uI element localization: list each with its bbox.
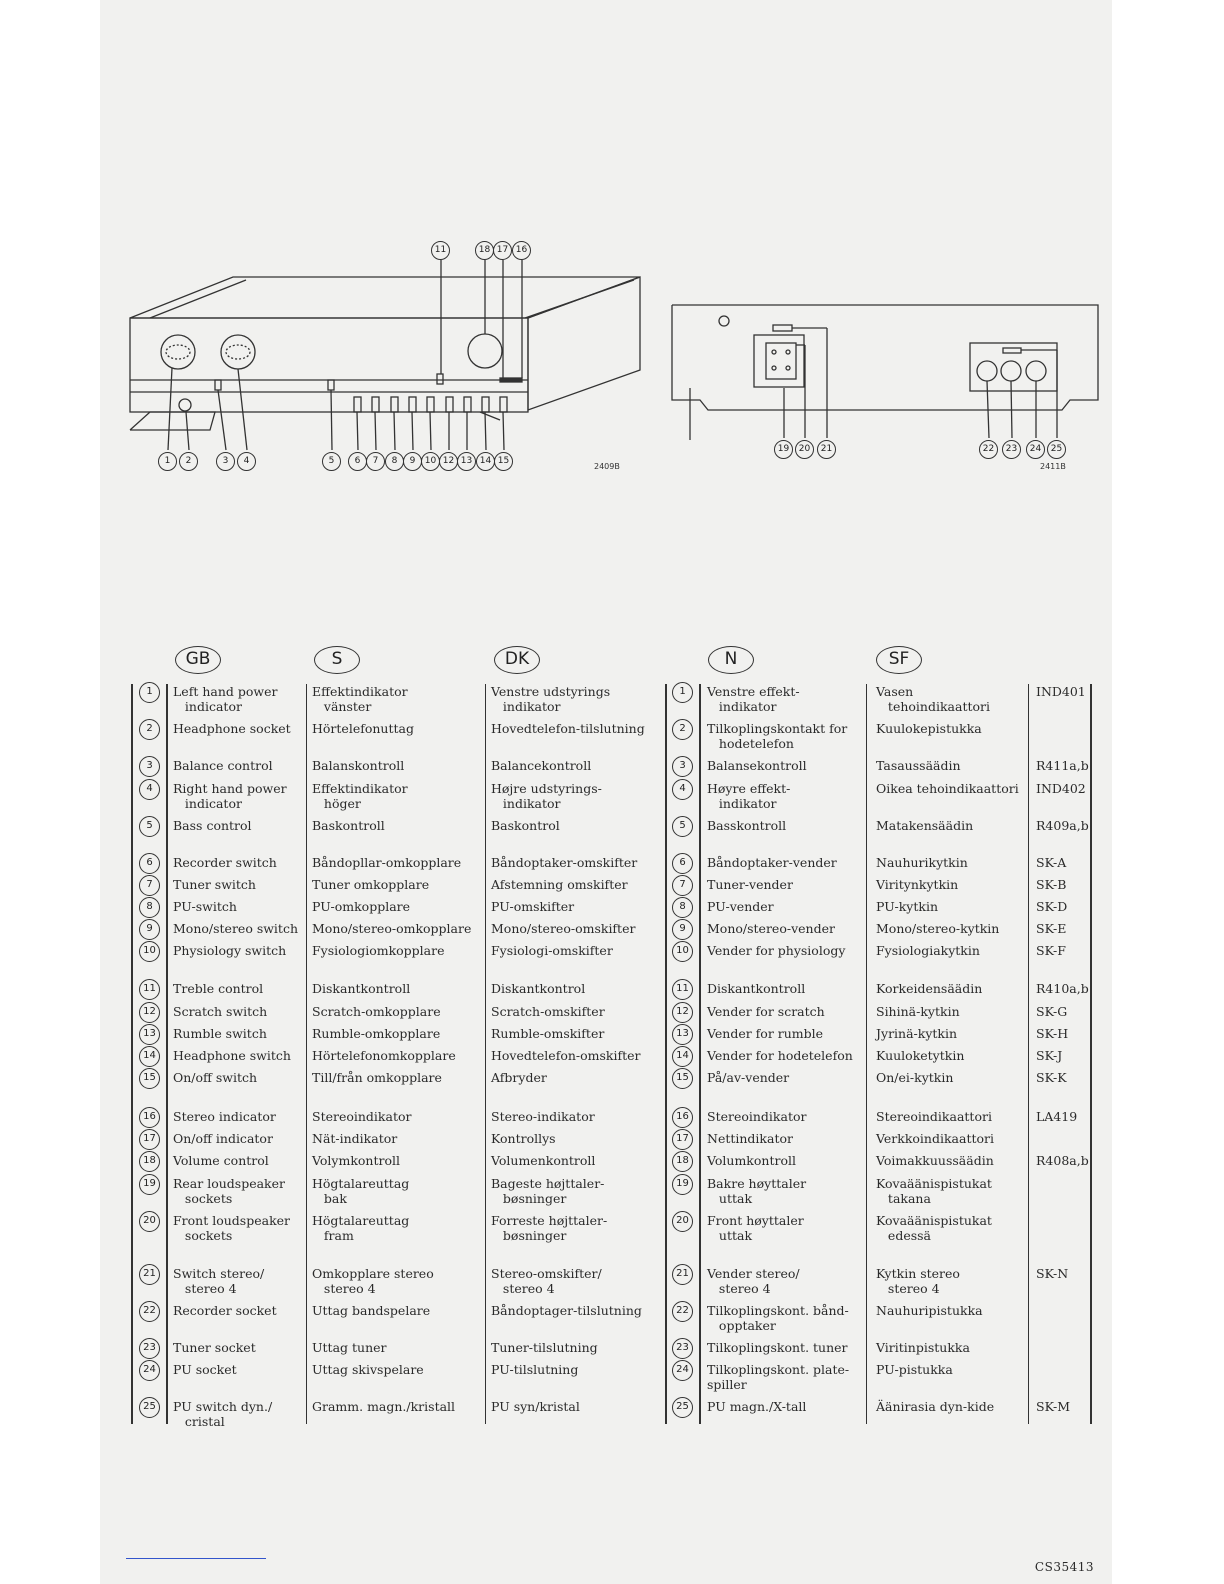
cell-gb: On/off switch [173,1070,258,1085]
callout-14: 14 [476,452,495,471]
cell-s: Mono/stereo-omkopplare [312,921,472,936]
cell-sf: Nauhuripistukka [876,1303,983,1318]
cell-s: Scratch-omkopplare [312,1004,441,1019]
cell-sf: Oikea tehoindikaattori [876,781,1019,796]
cell-gb: Headphone socket [173,721,291,736]
cell-s: Tuner omkopplare [312,877,430,892]
cell-sf: Korkeidensäädin [876,981,983,996]
cell-dk: Hovedtelefon-omskifter [491,1048,641,1063]
cell-dk: Baskontrol [491,818,560,833]
cell-dk: Afstemning omskifter [491,877,628,892]
cell-n: Tilkoplingskont. tuner [707,1340,848,1355]
callout-2: 2 [179,452,198,471]
cell-gb: Scratch switch [173,1004,268,1019]
item-number-left: 24 [139,1360,160,1381]
cell-dk: Stereo-omskifter/ stereo 4 [491,1266,602,1296]
cell-gb: Front loudspeaker sockets [173,1213,291,1243]
cell-dk: Scratch-omskifter [491,1004,605,1019]
cell-ref: IND401 [1036,684,1086,699]
cell-gb: Right hand power indicator [173,781,287,811]
item-number-left: 13 [139,1024,160,1045]
cell-s: Volymkontroll [312,1153,400,1168]
cell-ref: R409a,b [1036,818,1089,833]
cell-gb: Recorder switch [173,855,277,870]
cell-s: Nät-indikator [312,1131,398,1146]
cell-sf: PU-pistukka [876,1362,953,1377]
item-number-right: 5 [672,816,693,837]
item-number-right: 24 [672,1360,693,1381]
cell-dk: Volumenkontroll [491,1153,596,1168]
callout-7: 7 [366,452,385,471]
cell-dk: PU syn/kristal [491,1399,580,1414]
item-number-right: 13 [672,1024,693,1045]
cell-gb: Tuner socket [173,1340,256,1355]
cell-n: Vender stereo/ stereo 4 [707,1266,800,1296]
table-row [0,1176,1224,1216]
cell-sf: Stereoindikaattori [876,1109,992,1124]
cell-n: Front høyttaler uttak [707,1213,804,1243]
cell-gb: Balance control [173,758,273,773]
cell-dk: Afbryder [491,1070,547,1085]
cell-gb: Physiology switch [173,943,287,958]
cell-dk: Båndoptager-tilslutning [491,1303,642,1318]
callout-20: 20 [795,440,814,459]
header-dk: DK [494,646,540,674]
callout-23: 23 [1002,440,1021,459]
table-row [0,781,1224,821]
cell-n: Basskontroll [707,818,787,833]
item-number-left: 8 [139,897,160,918]
cell-n: Vender for physiology [707,943,846,958]
item-number-left: 17 [139,1129,160,1150]
item-number-left: 12 [139,1002,160,1023]
cell-n: Vender for hodetelefon [707,1048,853,1063]
cell-gb: Rumble switch [173,1026,267,1041]
cell-dk: Tuner-tilslutning [491,1340,598,1355]
cell-sf: Kovaäänispistukat takana [876,1176,992,1206]
cell-dk: Rumble-omskifter [491,1026,605,1041]
table-row [0,1213,1224,1253]
cell-gb: Treble control [173,981,264,996]
callout-16: 16 [512,241,531,260]
callout-4: 4 [237,452,256,471]
cell-n: Tuner-vender [707,877,793,892]
item-number-left: 3 [139,756,160,777]
cell-n: Tilkoplingskontakt for hodetelefon [707,721,848,751]
cell-s: Fysiologiomkopplare [312,943,445,958]
item-number-left: 16 [139,1107,160,1128]
cell-s: Balanskontroll [312,758,405,773]
cell-s: Hörtelefonomkopplare [312,1048,456,1063]
cell-s: Uttag tuner [312,1340,387,1355]
item-number-left: 18 [139,1151,160,1172]
cell-sf: Kovaäänispistukat edessä [876,1213,992,1243]
item-number-left: 23 [139,1338,160,1359]
cell-sf: Äänirasia dyn-kide [876,1399,995,1414]
cell-sf: Viritynkytkin [876,877,959,892]
item-number-left: 2 [139,719,160,740]
cell-ref: R408a,b [1036,1153,1089,1168]
cell-sf: Mono/stereo-kytkin [876,921,1000,936]
table-row [0,1070,1224,1110]
item-number-left: 11 [139,979,160,1000]
item-number-left: 15 [139,1068,160,1089]
item-number-right: 9 [672,919,693,940]
item-number-right: 10 [672,941,693,962]
item-number-right: 23 [672,1338,693,1359]
cell-gb: Stereo indicator [173,1109,276,1124]
cell-ref: SK-M [1036,1399,1071,1414]
cell-dk: PU-tilslutning [491,1362,579,1377]
callout-13: 13 [457,452,476,471]
cell-ref: IND402 [1036,781,1086,796]
cell-ref: SK-F [1036,943,1066,958]
cell-ref: SK-E [1036,921,1067,936]
cell-gb: Recorder socket [173,1303,277,1318]
cell-s: Baskontroll [312,818,385,833]
cell-n: Volumkontroll [707,1153,796,1168]
callout-10: 10 [421,452,440,471]
cell-sf: Sihinä-kytkin [876,1004,960,1019]
item-number-left: 5 [139,816,160,837]
callout-24: 24 [1026,440,1045,459]
cell-gb: PU-switch [173,899,237,914]
item-number-right: 15 [672,1068,693,1089]
front-figure-code: 2409B [594,462,620,471]
callout-9: 9 [403,452,422,471]
cell-dk: Stereo-indikator [491,1109,595,1124]
item-number-right: 17 [672,1129,693,1150]
table-row [0,1303,1224,1343]
callout-17: 17 [493,241,512,260]
cell-sf: Kytkin stereo stereo 4 [876,1266,960,1296]
cell-s: Effektindikator vänster [312,684,408,714]
cell-n: PU magn./X-tall [707,1399,807,1414]
item-number-right: 19 [672,1174,693,1195]
table-row [0,943,1224,983]
rear-panel-diagram [0,0,1224,500]
cell-s: Högtalareuttag bak [312,1176,410,1206]
item-number-right: 12 [672,1002,693,1023]
cell-ref: R411a,b [1036,758,1089,773]
cell-sf: Tasaussäädin [876,758,961,773]
callout-19: 19 [774,440,793,459]
callout-1: 1 [158,452,177,471]
item-number-left: 19 [139,1174,160,1195]
item-number-right: 16 [672,1107,693,1128]
cell-dk: Båndoptaker-omskifter [491,855,638,870]
cell-sf: Jyrinä-kytkin [876,1026,958,1041]
cell-ref: SK-H [1036,1026,1069,1041]
cell-n: PU-vender [707,899,774,914]
header-gb: GB [175,646,221,674]
item-number-right: 11 [672,979,693,1000]
table-row [0,1266,1224,1306]
item-number-left: 14 [139,1046,160,1067]
callout-12: 12 [439,452,458,471]
cell-n: Balansekontroll [707,758,807,773]
cell-dk: PU-omskifter [491,899,575,914]
cell-sf: Voimakkuussäädin [876,1153,994,1168]
cell-n: Vender for rumble [707,1026,824,1041]
cell-sf: Fysiologiakytkin [876,943,980,958]
cell-ref: SK-G [1036,1004,1068,1019]
item-number-left: 22 [139,1301,160,1322]
cell-dk: Diskantkontrol [491,981,586,996]
item-number-left: 1 [139,682,160,703]
cell-sf: Nauhurikytkin [876,855,968,870]
callout-22: 22 [979,440,998,459]
cell-dk: Kontrollys [491,1131,556,1146]
cell-s: Effektindikator höger [312,781,408,811]
cell-sf: Vasen tehoindikaattori [876,684,990,714]
table-row [0,684,1224,724]
item-number-right: 8 [672,897,693,918]
cell-sf: Kuuloketytkin [876,1048,965,1063]
cell-gb: Tuner switch [173,877,256,892]
table-row [0,721,1224,761]
cell-n: Vender for scratch [707,1004,825,1019]
header-sf: SF [876,646,922,674]
callout-25: 25 [1047,440,1066,459]
callout-11: 11 [431,241,450,260]
item-number-right: 14 [672,1046,693,1067]
cell-s: PU-omkopplare [312,899,411,914]
document-reference: CS35413 [1034,1560,1094,1574]
cell-s: Omkopplare stereo stereo 4 [312,1266,434,1296]
callout-21: 21 [817,440,836,459]
cell-ref: SK-K [1036,1070,1067,1085]
cell-dk: Venstre udstyrings indikator [491,684,611,714]
item-number-right: 1 [672,682,693,703]
callout-18: 18 [475,241,494,260]
callout-15: 15 [494,452,513,471]
header-s: S [314,646,360,674]
cell-n: Høyre effekt- indikator [707,781,791,811]
header-n: N [708,646,754,674]
item-number-left: 10 [139,941,160,962]
item-number-left: 4 [139,779,160,800]
item-number-right: 7 [672,875,693,896]
item-number-right: 18 [672,1151,693,1172]
cell-dk: Forreste højttaler- bøsninger [491,1213,608,1243]
item-number-right: 20 [672,1211,693,1232]
cell-dk: Højre udstyrings- indikator [491,781,602,811]
cell-n: Stereoindikator [707,1109,807,1124]
cell-s: Hörtelefonuttag [312,721,414,736]
rear-figure-code: 2411B [1040,462,1066,471]
cell-sf: PU-kytkin [876,899,939,914]
cell-n: Diskantkontroll [707,981,806,996]
cell-gb: Rear loudspeaker sockets [173,1176,285,1206]
cell-s: Båndopllar-omkopplare [312,855,462,870]
cell-s: Uttag skivspelare [312,1362,424,1377]
cell-n: Båndoptaker-vender [707,855,837,870]
cell-s: Diskantkontroll [312,981,411,996]
cell-dk: Hovedtelefon-tilslutning [491,721,645,736]
margin-line [126,1558,266,1559]
item-number-left: 6 [139,853,160,874]
cell-s: Rumble-omkopplare [312,1026,441,1041]
cell-ref: LA419 [1036,1109,1078,1124]
callout-6: 6 [348,452,367,471]
cell-gb: Volume control [173,1153,269,1168]
cell-gb: Mono/stereo switch [173,921,299,936]
item-number-left: 20 [139,1211,160,1232]
cell-n: Nettindikator [707,1131,793,1146]
cell-ref: SK-A [1036,855,1067,870]
cell-s: Uttag bandspelare [312,1303,431,1318]
cell-n: Tilkoplingskont. bånd- opptaker [707,1303,849,1333]
item-number-right: 6 [672,853,693,874]
item-number-right: 2 [672,719,693,740]
cell-gb: PU socket [173,1362,237,1377]
item-number-right: 21 [672,1264,693,1285]
cell-sf: Kuulokepistukka [876,721,982,736]
cell-gb: Bass control [173,818,252,833]
cell-dk: Fysiologi-omskifter [491,943,613,958]
cell-sf: Viritinpistukka [876,1340,970,1355]
item-number-left: 7 [139,875,160,896]
item-number-right: 25 [672,1397,693,1418]
cell-dk: Balancekontroll [491,758,592,773]
callout-8: 8 [385,452,404,471]
cell-n: Bakre høyttaler uttak [707,1176,807,1206]
item-number-right: 4 [672,779,693,800]
item-number-right: 3 [672,756,693,777]
table-row [0,1399,1224,1439]
cell-gb: PU switch dyn./ cristal [173,1399,273,1429]
cell-gb: Headphone switch [173,1048,291,1063]
table-row [0,818,1224,858]
cell-n: Mono/stereo-vender [707,921,835,936]
item-number-left: 25 [139,1397,160,1418]
item-number-left: 9 [139,919,160,940]
cell-dk: Mono/stereo-omskifter [491,921,636,936]
cell-s: Högtalareuttag fram [312,1213,410,1243]
cell-ref: SK-D [1036,899,1068,914]
cell-dk: Bageste højttaler- bøsninger [491,1176,605,1206]
cell-gb: Switch stereo/ stereo 4 [173,1266,265,1296]
cell-sf: Matakensäädin [876,818,974,833]
item-number-left: 21 [139,1264,160,1285]
cell-s: Gramm. magn./kristall [312,1399,456,1414]
table-row [0,1362,1224,1402]
cell-ref: SK-N [1036,1266,1069,1281]
cell-ref: SK-J [1036,1048,1063,1063]
cell-n: Tilkoplingskont. plate- spiller [707,1362,850,1392]
callout-5: 5 [322,452,341,471]
callout-3: 3 [216,452,235,471]
cell-n: Venstre effekt- indikator [707,684,800,714]
cell-ref: R410a,b [1036,981,1089,996]
cell-ref: SK-B [1036,877,1067,892]
cell-gb: On/off indicator [173,1131,273,1146]
cell-s: Stereoindikator [312,1109,412,1124]
cell-gb: Left hand power indicator [173,684,278,714]
cell-sf: On/ei-kytkin [876,1070,954,1085]
cell-s: Till/från omkopplare [312,1070,442,1085]
cell-n: På/av-vender [707,1070,790,1085]
item-number-right: 22 [672,1301,693,1322]
cell-sf: Verkkoindikaattori [876,1131,994,1146]
